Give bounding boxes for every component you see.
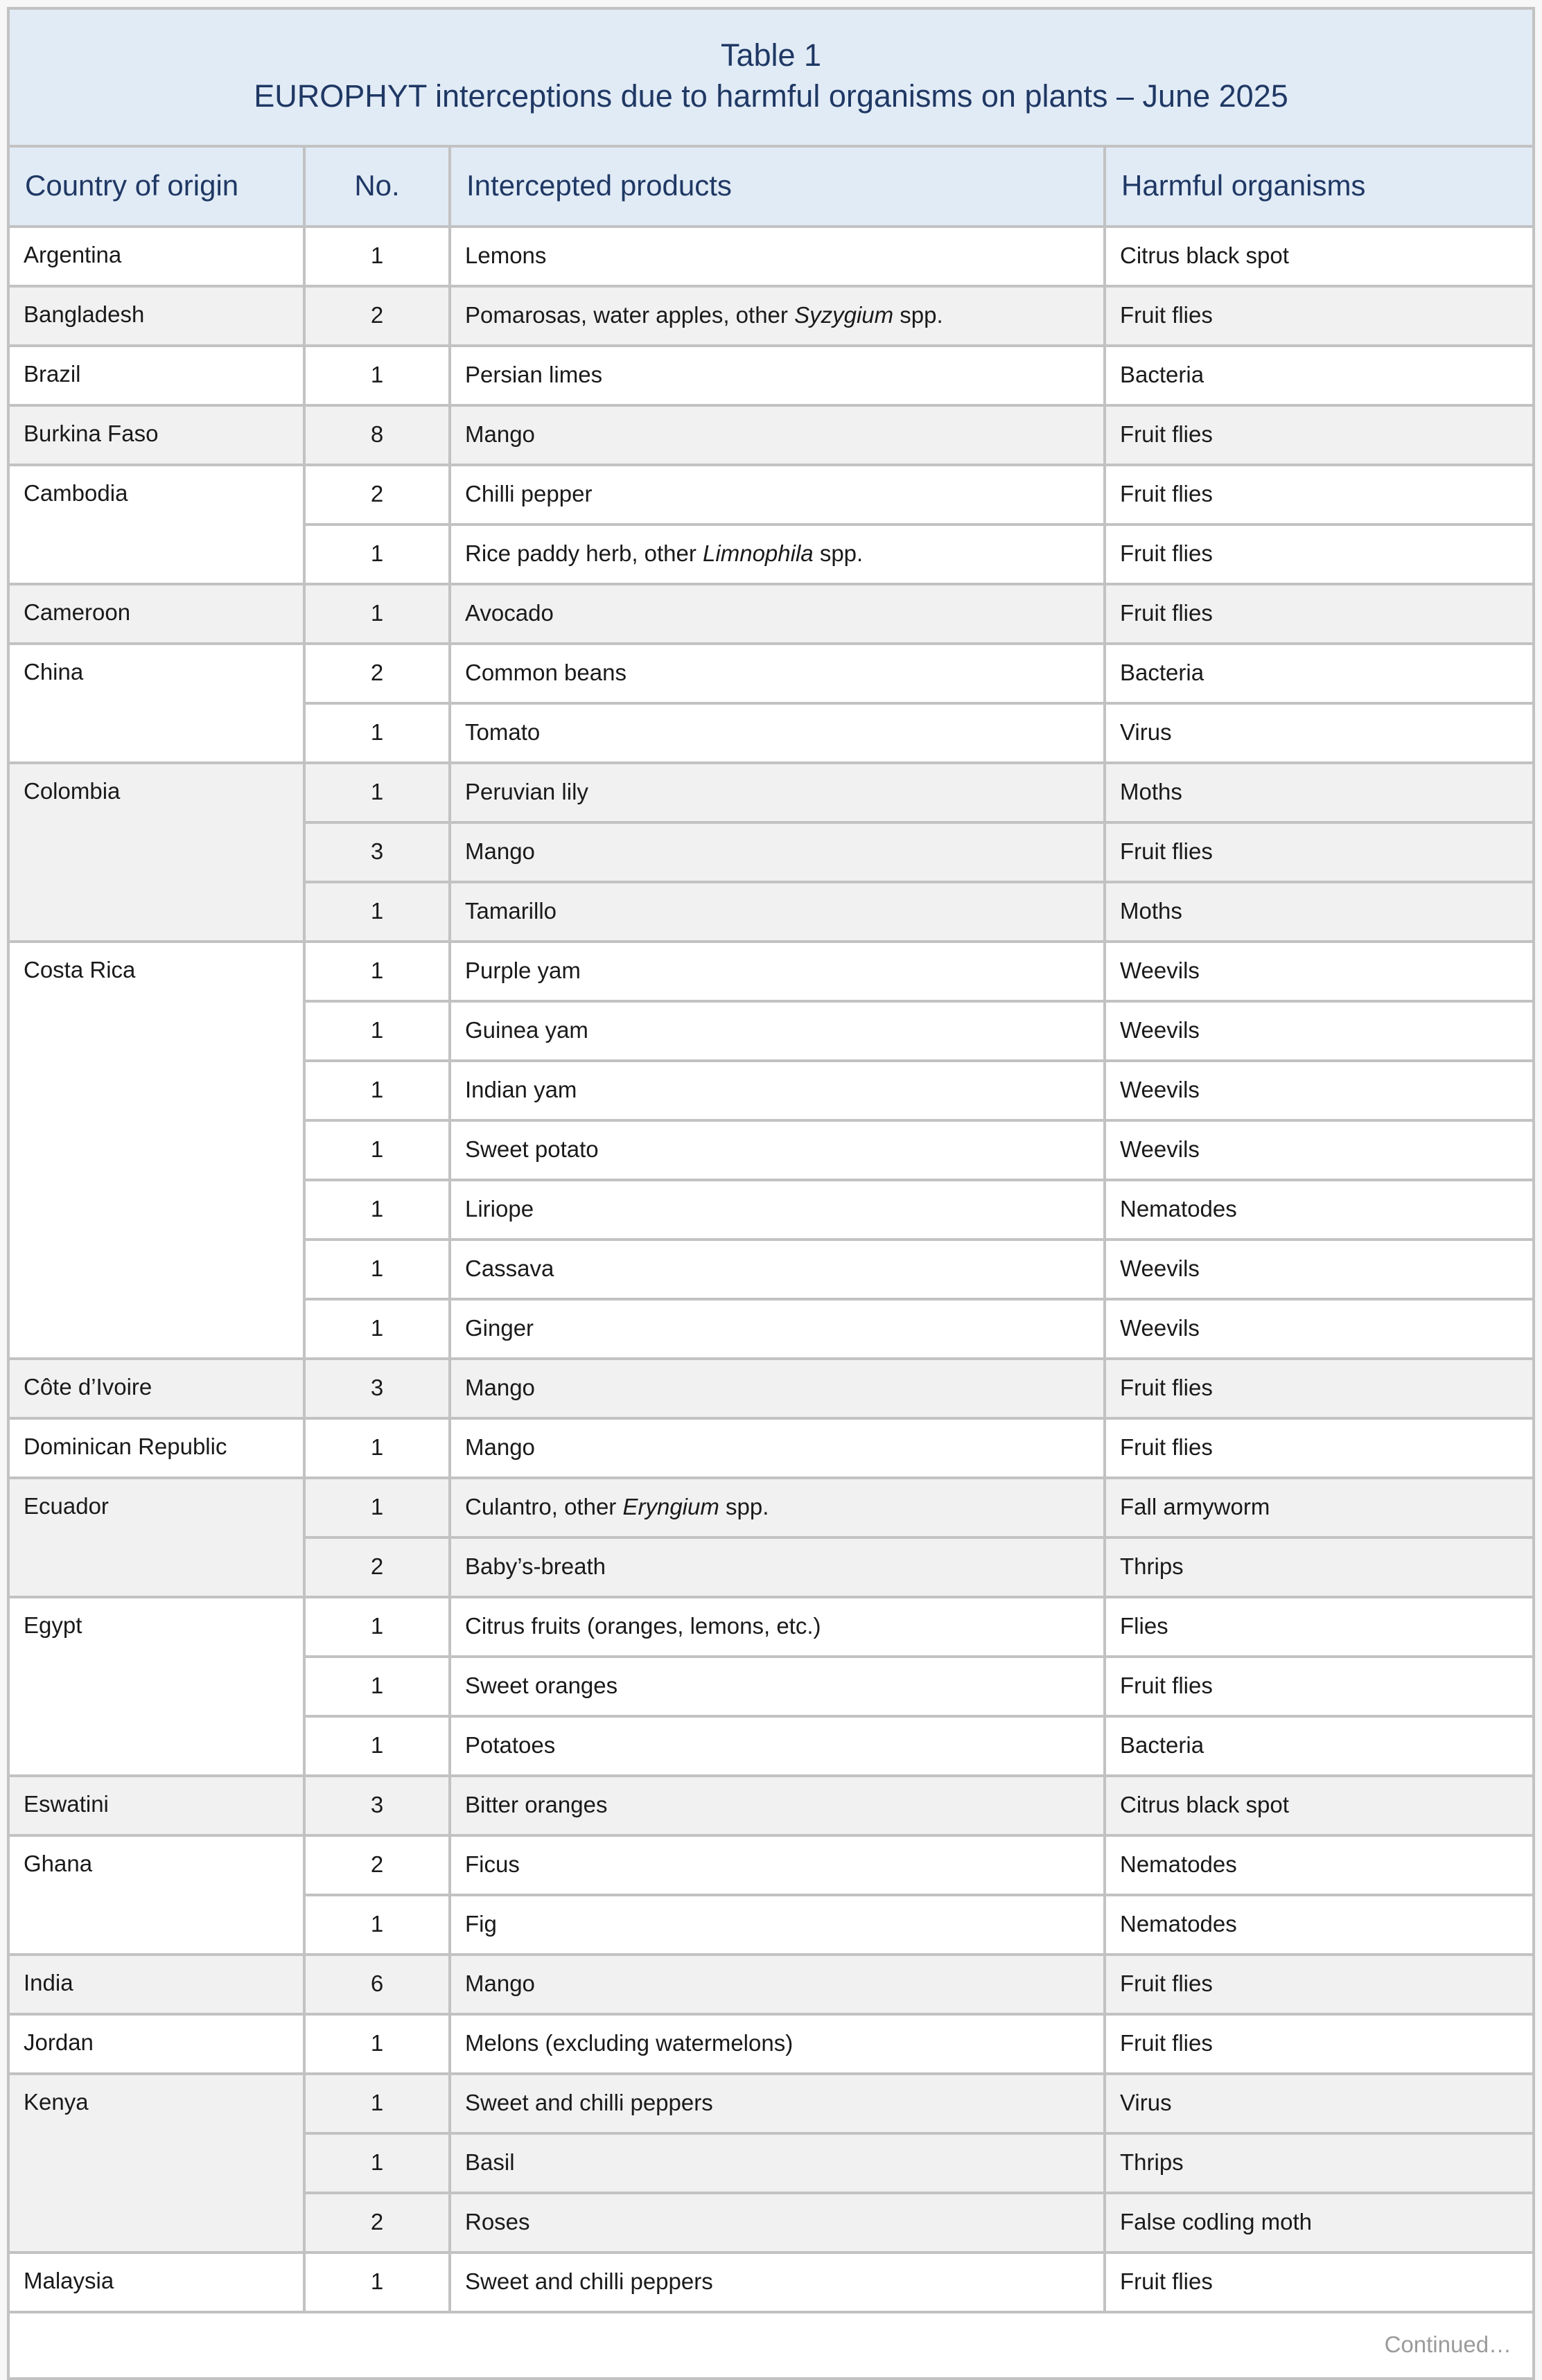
table-caption: EUROPHYT interceptions due to harmful organisms on plants – June 2025 <box>254 78 1288 114</box>
cell-number: 1 <box>304 525 450 584</box>
cell-intercepted-product: Mango <box>450 1359 1105 1418</box>
cell-harmful-organism: Nematodes <box>1105 1180 1532 1240</box>
cell-harmful-organism: Weevils <box>1105 1240 1532 1299</box>
cell-number: 1 <box>304 1716 450 1776</box>
table-row <box>10 405 1532 465</box>
cell-intercepted-product: Avocado <box>450 584 1105 644</box>
table-row <box>10 2253 1532 2312</box>
cell-number: 1 <box>304 2074 450 2133</box>
cell-intercepted-product: Sweet and chilli peppers <box>450 2074 1105 2133</box>
europhyt-interceptions-table <box>10 10 1532 2377</box>
cell-country-of-origin: Costa Rica <box>10 942 304 1359</box>
cell-intercepted-product: Common beans <box>450 644 1105 703</box>
cell-country-of-origin: Cameroon <box>10 584 304 644</box>
cell-harmful-organism: Weevils <box>1105 1120 1532 1180</box>
cell-country-of-origin: Jordan <box>10 2014 304 2074</box>
cell-country-of-origin: Dominican Republic <box>10 1418 304 1478</box>
table-row <box>10 286 1532 346</box>
cell-harmful-organism: Fall armyworm <box>1105 1478 1532 1537</box>
cell-harmful-organism: Bacteria <box>1105 1716 1532 1776</box>
table-row <box>10 942 1532 1001</box>
cell-number: 1 <box>304 2014 450 2074</box>
cell-intercepted-product: Sweet and chilli peppers <box>450 2253 1105 2312</box>
cell-harmful-organism: Nematodes <box>1105 1835 1532 1895</box>
species-name: Eryngium <box>622 1493 719 1519</box>
cell-number: 1 <box>304 227 450 286</box>
cell-number: 1 <box>304 882 450 942</box>
cell-intercepted-product: Basil <box>450 2133 1105 2193</box>
cell-country-of-origin: Ghana <box>10 1835 304 1955</box>
cell-harmful-organism: Citrus black spot <box>1105 227 1532 286</box>
cell-intercepted-product: Lemons <box>450 227 1105 286</box>
cell-intercepted-product: Citrus fruits (oranges, lemons, etc.) <box>450 1597 1105 1657</box>
column-header-no: No. <box>304 146 450 227</box>
cell-harmful-organism: Thrips <box>1105 1537 1532 1597</box>
cell-number: 8 <box>304 405 450 465</box>
cell-intercepted-product: Guinea yam <box>450 1001 1105 1061</box>
cell-number: 1 <box>304 2133 450 2193</box>
cell-intercepted-product: Melons (excluding watermelons) <box>450 2014 1105 2074</box>
cell-country-of-origin: Côte d’Ivoire <box>10 1359 304 1418</box>
cell-intercepted-product: Liriope <box>450 1180 1105 1240</box>
cell-intercepted-product: Fig <box>450 1895 1105 1955</box>
table-row <box>10 1478 1532 1537</box>
cell-number: 1 <box>304 1418 450 1478</box>
cell-harmful-organism: Fruit flies <box>1105 286 1532 346</box>
cell-intercepted-product: Persian limes <box>450 346 1105 405</box>
table-row <box>10 2014 1532 2074</box>
cell-number: 1 <box>304 1001 450 1061</box>
table-row <box>10 1597 1532 1657</box>
species-name: Limnophila <box>703 540 814 566</box>
table-row <box>10 465 1532 525</box>
cell-harmful-organism: Moths <box>1105 763 1532 822</box>
cell-harmful-organism: Weevils <box>1105 1001 1532 1061</box>
cell-country-of-origin: Bangladesh <box>10 286 304 346</box>
cell-country-of-origin: Egypt <box>10 1597 304 1776</box>
cell-harmful-organism: Virus <box>1105 2074 1532 2133</box>
cell-number: 3 <box>304 1776 450 1835</box>
cell-number: 1 <box>304 1061 450 1120</box>
column-header-country: Country of origin <box>10 146 304 227</box>
cell-country-of-origin: Eswatini <box>10 1776 304 1835</box>
table-column-header-row <box>10 146 1532 227</box>
cell-intercepted-product: Peruvian lily <box>450 763 1105 822</box>
cell-number: 1 <box>304 584 450 644</box>
europhyt-table-container <box>7 7 1535 2380</box>
cell-harmful-organism: Flies <box>1105 1597 1532 1657</box>
continued-label: Continued… <box>10 2312 1532 2377</box>
cell-intercepted-product: Ginger <box>450 1299 1105 1359</box>
cell-harmful-organism: Fruit flies <box>1105 1359 1532 1418</box>
cell-number: 1 <box>304 1120 450 1180</box>
cell-intercepted-product: Sweet potato <box>450 1120 1105 1180</box>
cell-country-of-origin: Argentina <box>10 227 304 286</box>
cell-intercepted-product: Bitter oranges <box>450 1776 1105 1835</box>
cell-country-of-origin: Burkina Faso <box>10 405 304 465</box>
cell-country-of-origin: Colombia <box>10 763 304 942</box>
cell-intercepted-product: Mango <box>450 405 1105 465</box>
cell-intercepted-product: Potatoes <box>450 1716 1105 1776</box>
cell-harmful-organism: Fruit flies <box>1105 405 1532 465</box>
cell-harmful-organism: Citrus black spot <box>1105 1776 1532 1835</box>
cell-harmful-organism: Fruit flies <box>1105 465 1532 525</box>
column-header-organisms: Harmful organisms <box>1105 146 1532 227</box>
table-title-cell <box>10 10 1532 146</box>
cell-harmful-organism: Fruit flies <box>1105 2014 1532 2074</box>
table-row <box>10 2074 1532 2133</box>
table-title-row <box>10 10 1532 146</box>
cell-intercepted-product: Pomarosas, water apples, other Syzygium spp. <box>450 286 1105 346</box>
table-row <box>10 227 1532 286</box>
cell-number: 1 <box>304 1895 450 1955</box>
cell-number: 2 <box>304 1537 450 1597</box>
species-name: Syzygium <box>794 301 894 328</box>
table-number-label: Table 1 <box>720 37 822 73</box>
cell-country-of-origin: China <box>10 644 304 763</box>
cell-country-of-origin: Malaysia <box>10 2253 304 2312</box>
cell-country-of-origin: Ecuador <box>10 1478 304 1597</box>
cell-intercepted-product: Rice paddy herb, other Limnophila spp. <box>450 525 1105 584</box>
cell-number: 2 <box>304 2193 450 2253</box>
cell-number: 1 <box>304 1657 450 1716</box>
cell-intercepted-product: Cassava <box>450 1240 1105 1299</box>
cell-intercepted-product: Ficus <box>450 1835 1105 1895</box>
cell-harmful-organism: Fruit flies <box>1105 584 1532 644</box>
cell-number: 2 <box>304 465 450 525</box>
cell-harmful-organism: Bacteria <box>1105 644 1532 703</box>
cell-number: 1 <box>304 1478 450 1537</box>
cell-intercepted-product: Mango <box>450 822 1105 882</box>
cell-intercepted-product: Baby’s-breath <box>450 1537 1105 1597</box>
cell-harmful-organism: Fruit flies <box>1105 525 1532 584</box>
cell-harmful-organism: Weevils <box>1105 942 1532 1001</box>
table-foot <box>10 2312 1532 2377</box>
cell-number: 1 <box>304 703 450 763</box>
cell-harmful-organism: Weevils <box>1105 1299 1532 1359</box>
cell-number: 2 <box>304 286 450 346</box>
cell-intercepted-product: Culantro, other Eryngium spp. <box>450 1478 1105 1537</box>
table-row <box>10 584 1532 644</box>
cell-number: 1 <box>304 1180 450 1240</box>
cell-harmful-organism: Virus <box>1105 703 1532 763</box>
cell-number: 2 <box>304 1835 450 1895</box>
cell-intercepted-product: Tamarillo <box>450 882 1105 942</box>
cell-number: 2 <box>304 644 450 703</box>
cell-harmful-organism: Weevils <box>1105 1061 1532 1120</box>
cell-country-of-origin: India <box>10 1955 304 2014</box>
cell-number: 1 <box>304 1299 450 1359</box>
cell-intercepted-product: Roses <box>450 2193 1105 2253</box>
cell-intercepted-product: Tomato <box>450 703 1105 763</box>
cell-intercepted-product: Mango <box>450 1418 1105 1478</box>
cell-country-of-origin: Brazil <box>10 346 304 405</box>
cell-number: 1 <box>304 1597 450 1657</box>
table-row <box>10 346 1532 405</box>
cell-intercepted-product: Purple yam <box>450 942 1105 1001</box>
cell-number: 1 <box>304 346 450 405</box>
cell-harmful-organism: Fruit flies <box>1105 822 1532 882</box>
cell-harmful-organism: Moths <box>1105 882 1532 942</box>
cell-harmful-organism: Nematodes <box>1105 1895 1532 1955</box>
table-body <box>10 227 1532 2312</box>
cell-harmful-organism: Fruit flies <box>1105 1418 1532 1478</box>
continued-row <box>10 2312 1532 2377</box>
cell-number: 3 <box>304 822 450 882</box>
table-row <box>10 1835 1532 1895</box>
column-header-products: Intercepted products <box>450 146 1105 227</box>
cell-number: 1 <box>304 2253 450 2312</box>
cell-intercepted-product: Chilli pepper <box>450 465 1105 525</box>
cell-number: 1 <box>304 942 450 1001</box>
cell-harmful-organism: Fruit flies <box>1105 1657 1532 1716</box>
cell-country-of-origin: Kenya <box>10 2074 304 2253</box>
table-row <box>10 1359 1532 1418</box>
cell-number: 6 <box>304 1955 450 2014</box>
cell-harmful-organism: Fruit flies <box>1105 2253 1532 2312</box>
cell-harmful-organism: Bacteria <box>1105 346 1532 405</box>
cell-country-of-origin: Cambodia <box>10 465 304 584</box>
cell-harmful-organism: Fruit flies <box>1105 1955 1532 2014</box>
cell-number: 1 <box>304 763 450 822</box>
cell-harmful-organism: False codling moth <box>1105 2193 1532 2253</box>
cell-number: 1 <box>304 1240 450 1299</box>
table-row <box>10 763 1532 822</box>
cell-number: 3 <box>304 1359 450 1418</box>
table-row <box>10 1955 1532 2014</box>
table-row <box>10 644 1532 703</box>
table-head <box>10 10 1532 227</box>
cell-harmful-organism: Thrips <box>1105 2133 1532 2193</box>
table-row <box>10 1776 1532 1835</box>
cell-intercepted-product: Indian yam <box>450 1061 1105 1120</box>
table-row <box>10 1418 1532 1478</box>
cell-intercepted-product: Mango <box>450 1955 1105 2014</box>
cell-intercepted-product: Sweet oranges <box>450 1657 1105 1716</box>
